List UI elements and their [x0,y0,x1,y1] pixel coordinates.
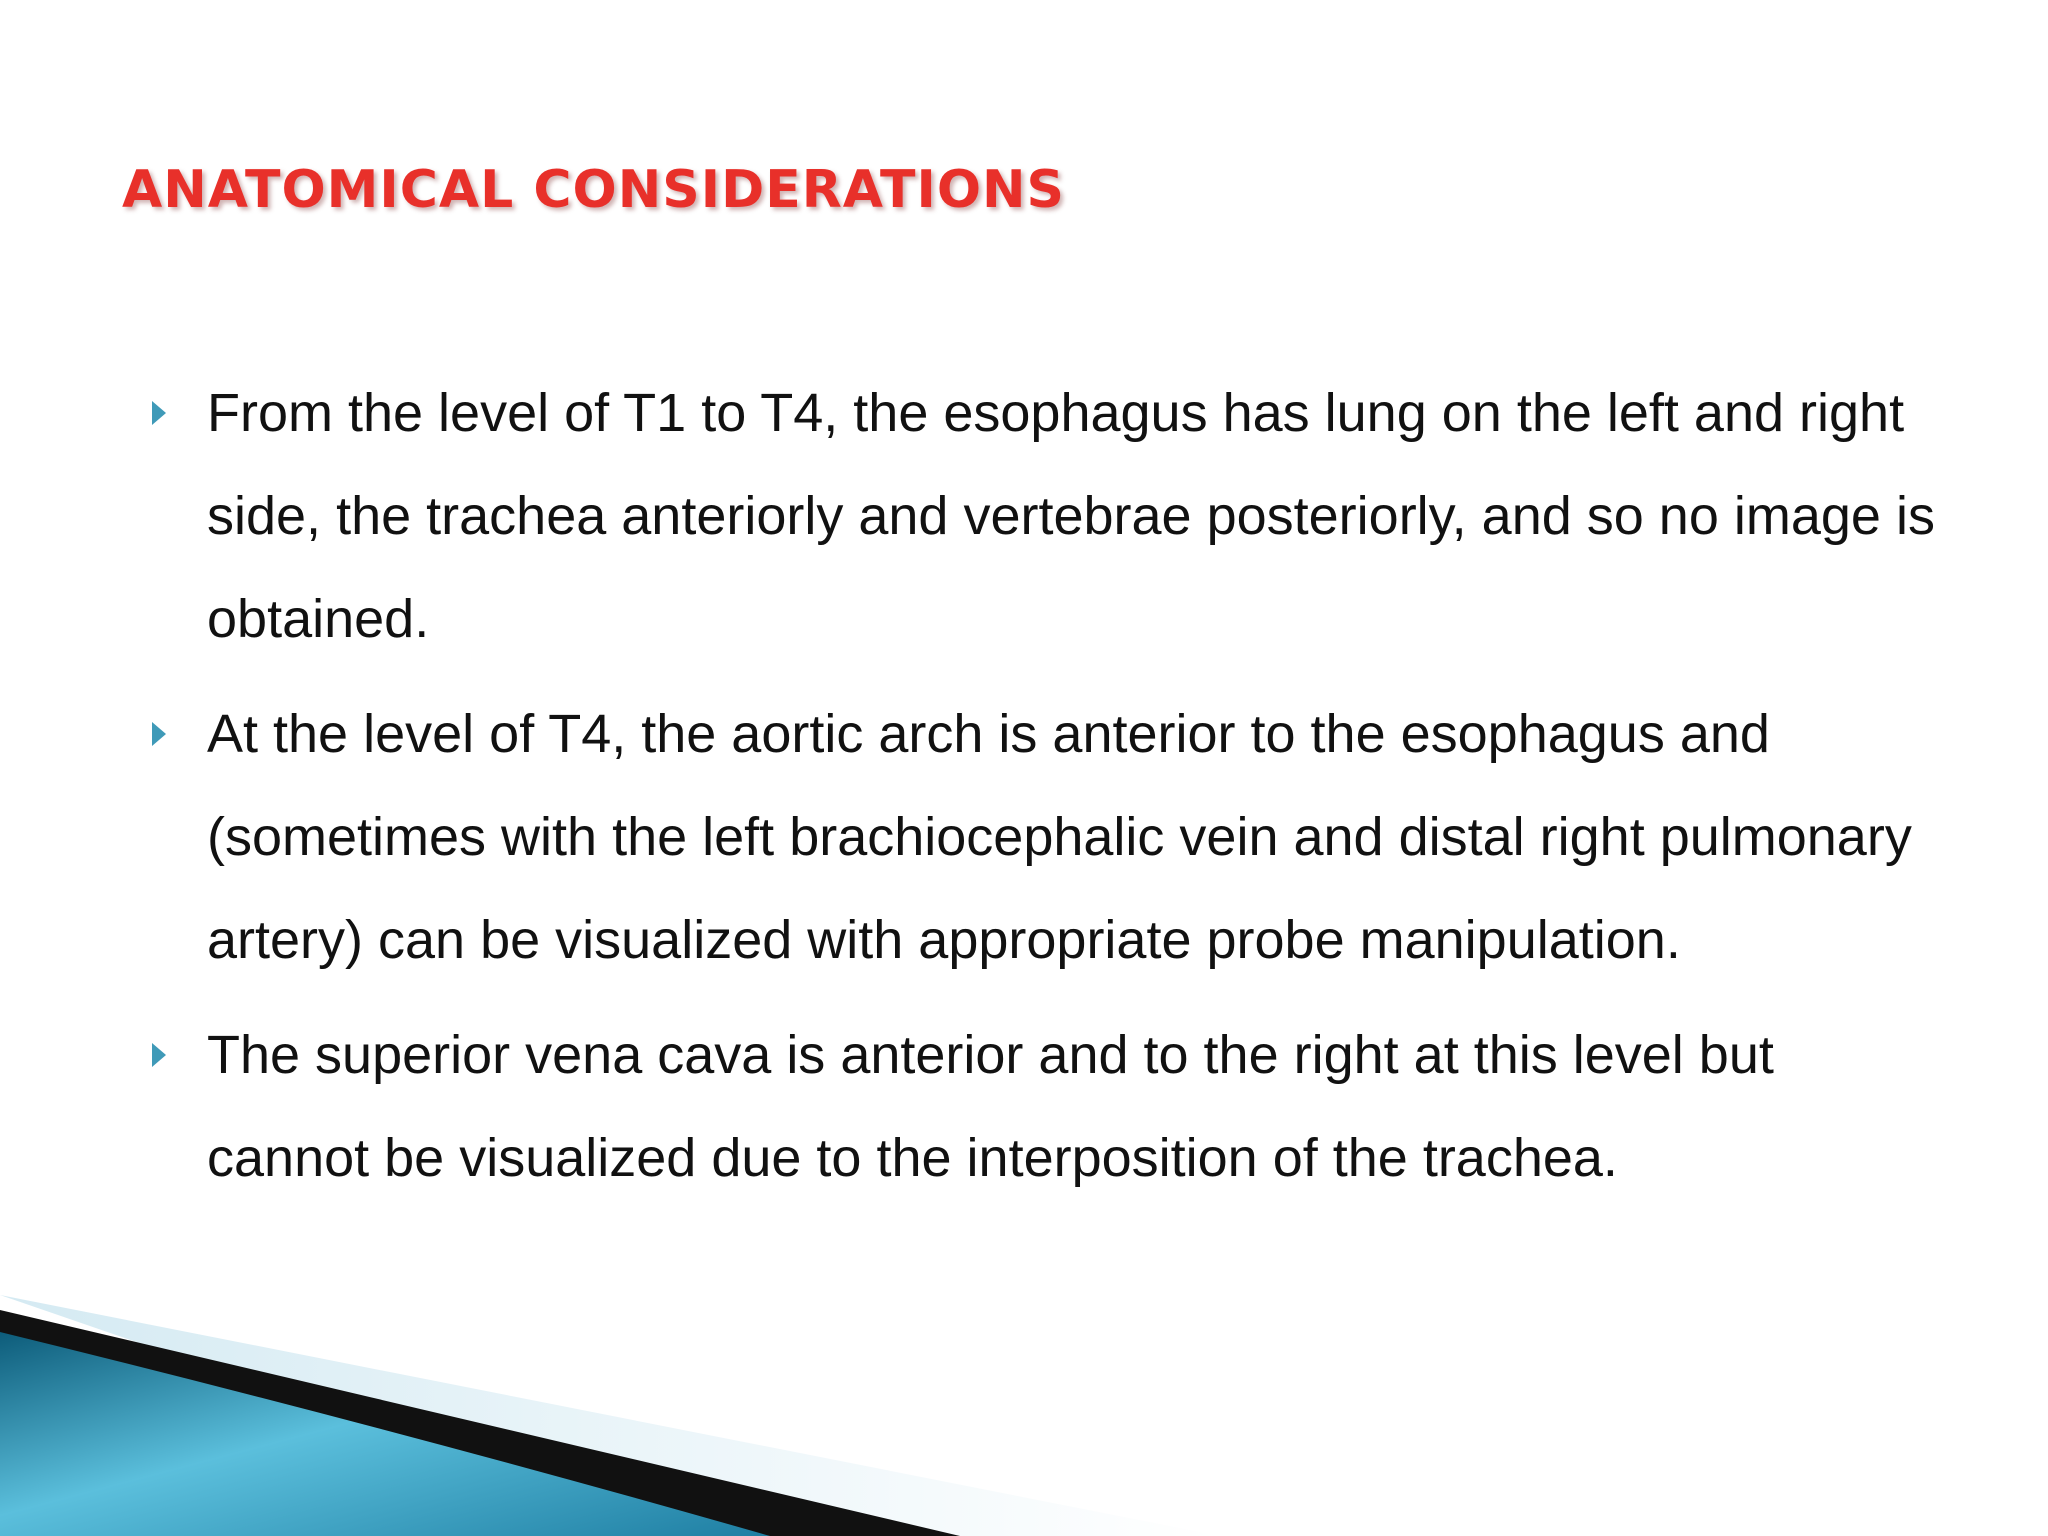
bullet-text: At the level of T4, the aortic arch is anterior to the esophagus and (sometimes with the left brachiocephalic vein and distal right pulmonary artery) can be visualized with appropriate probe manipulation. [207,704,1912,970]
bullet-item [148,362,1938,671]
slide-title: ANATOMICAL CONSIDERATIONS [122,160,1065,220]
bullet-text: From the level of T1 to T4, the esophagus has lung on the left and right side, the trachea anteriorly and vertebrae posteriorly, and so no image is obtained. [207,383,1935,649]
bullet-text: The superior vena cava is anterior and to the right at this level but cannot be visualized due to the interposition of the trachea. [207,1025,1774,1188]
triangle-right-icon [152,401,166,425]
bullet-item [148,683,1938,992]
bullet-list [148,362,1938,1222]
decorative-swoosh [0,1290,2048,1536]
triangle-right-icon [152,1043,166,1067]
bullet-item [148,1004,1938,1210]
triangle-right-icon [152,722,166,746]
